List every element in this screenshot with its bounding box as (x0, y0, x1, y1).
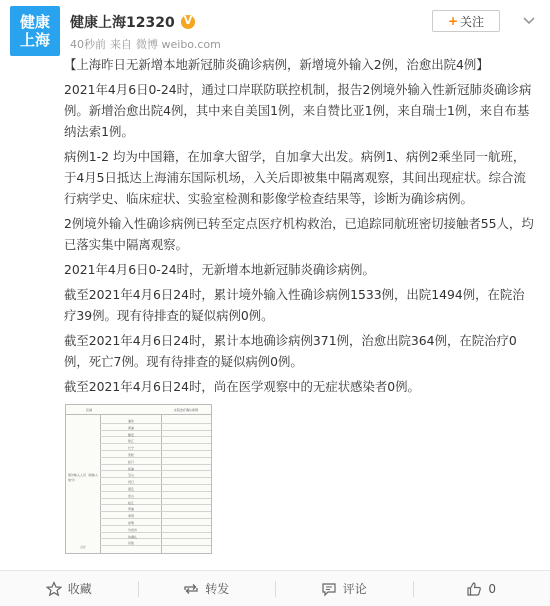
name-row (70, 12, 195, 32)
post-paragraph-title: 【上海昨日无新增本地新冠肺炎确诊病例，新增境外输入2例，治愈出院4例】 (64, 57, 489, 72)
avatar-text-line1: 健康 (19, 13, 50, 31)
table-row-label: 长宁 (128, 446, 135, 451)
table-row-line (100, 538, 211, 539)
post-time[interactable]: 40秒前 (70, 38, 106, 51)
table-row-line (100, 477, 211, 478)
avatar[interactable] (10, 6, 60, 56)
table-row-label: 嘉定 (128, 487, 135, 491)
table-row-line (100, 518, 211, 519)
table-row-line (100, 484, 211, 485)
follow-button[interactable] (432, 10, 500, 32)
table-row-line (100, 430, 211, 431)
follow-label: 关注 (460, 14, 485, 29)
comment-button[interactable] (275, 571, 413, 606)
table-row-line (100, 464, 211, 465)
like-count: 0 (488, 581, 497, 596)
star-icon (46, 581, 62, 597)
post-content (64, 54, 534, 397)
table-col-header: 在院治疗确诊病例 (174, 408, 199, 412)
table-row-line (100, 545, 211, 546)
post-paragraph: 截至2021年4月6日24时，累计本地确诊病例371例，治愈出院364例，在院治疗0例，死亡7例。现有待排查的疑似病例0例。 (64, 333, 517, 369)
comment-label: 评论 (342, 582, 367, 596)
table-row-label: 闵行 (128, 480, 135, 485)
plus-icon: + (447, 14, 459, 28)
repost-label: 转发 (205, 582, 230, 596)
table-row-label: 静安 (128, 432, 135, 437)
table-row-line (100, 532, 211, 533)
table-row-line (100, 423, 211, 424)
post-paragraph: 病例1-2 均为中国籍，在加拿大留学，自加拿大出发。病例1、病例2乘坐同一航班，于4月5日抵达上海浦东国际机场，入关后即被集中隔离观察，其间出现症状。综合流行病学史、临床症状、实验室检测和影像学检查结果等，诊断为确诊病例。 (64, 149, 526, 206)
table-col-header: 区域 (86, 408, 93, 412)
table-group-label: 境外输入人员（按输入地分） (68, 473, 99, 482)
table-row-label: 浦东 (128, 419, 135, 423)
favorite-label: 收藏 (67, 582, 92, 596)
source-prefix: 来自 (110, 38, 132, 51)
post-meta (70, 36, 221, 52)
table-row-label: 虹口 (128, 459, 135, 464)
table-row-label: 青浦 (128, 507, 135, 512)
table-row-label: 松江 (128, 500, 135, 505)
post-header (10, 6, 540, 56)
post-paragraph: 2例境外输入性确诊病例已转至定点医疗机构救治，已追踪同航班密切接触者55人，均已落实集中隔离观察。 (64, 216, 534, 252)
post-source[interactable]: 微博 weibo.com (136, 38, 221, 51)
table-row-label: 金山 (128, 493, 135, 498)
table-header (66, 405, 211, 415)
table-row-line (100, 498, 211, 499)
table-row-line (100, 457, 211, 458)
favorite-button[interactable] (0, 571, 138, 606)
table-row-line (100, 504, 211, 505)
action-bar (0, 570, 550, 606)
table-row-label: 奉贤 (128, 514, 135, 519)
table-row-line (100, 491, 211, 492)
table-row-label: 崇明 (128, 521, 135, 525)
post-paragraph: 2021年4月6日0-24时，通过口岸联防联控机制，报告2例境外输入性新冠肺炎确诊病例。新增治愈出院4例，其中来自美国1例，来自赞比亚1例，来自瑞士1例，来自布基纳法索1例。 (64, 82, 532, 139)
avatar-text-line2: 上海 (19, 31, 50, 49)
post-paragraph: 截至2021年4月6日24时，累计境外输入性确诊病例1533例，出院1494例，在院治疗39例。现有待排查的疑似病例0例。 (64, 287, 525, 323)
table-row-line (100, 436, 211, 437)
table-row-label: 杨浦 (128, 466, 135, 471)
chevron-down-icon[interactable] (522, 14, 536, 28)
verified-icon (181, 15, 195, 29)
table-row-line (100, 450, 211, 451)
post-paragraph: 2021年4月6日0-24时，无新增本地新冠肺炎确诊病例。 (64, 262, 375, 277)
table-row-label: 黄浦 (128, 425, 135, 430)
table-total-label: 合计 (80, 545, 87, 549)
table-row-label: 宝山 (128, 473, 135, 478)
attached-table-image[interactable] (65, 404, 212, 554)
repost-button[interactable] (138, 571, 276, 606)
table-row-line (100, 443, 211, 444)
repost-icon (183, 581, 199, 597)
comment-icon (321, 581, 337, 597)
table-row-line (100, 511, 211, 512)
thumbs-up-icon (466, 581, 482, 597)
table-row-label: 外省市 (128, 527, 138, 532)
user-name[interactable]: 健康上海12320 (70, 15, 175, 31)
like-button[interactable] (413, 571, 550, 606)
table-row-label: 待确认 (128, 534, 138, 539)
table-row-label: 徐汇 (128, 439, 135, 444)
table-row-label: 普陀 (128, 453, 135, 457)
post-paragraph: 截至2021年4月6日24时，尚在医学观察中的无症状感染者0例。 (64, 379, 420, 394)
table-row-label: 其他 (128, 541, 135, 546)
table-row-line (100, 525, 211, 526)
table-row-line (100, 470, 211, 471)
